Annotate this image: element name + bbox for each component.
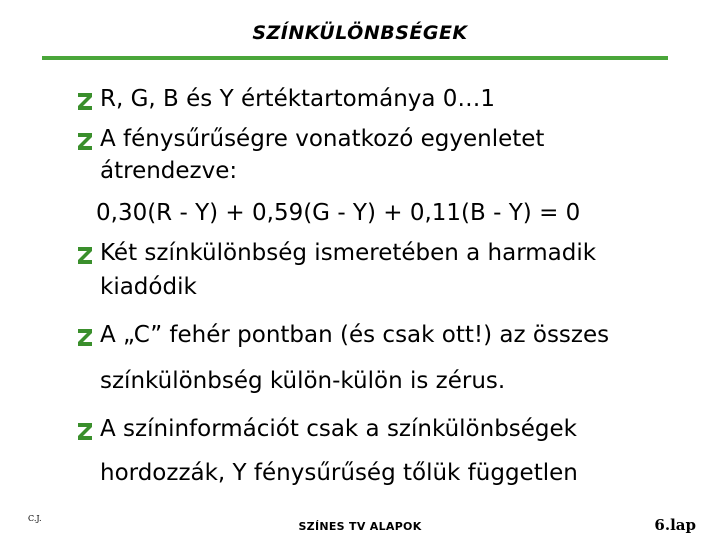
bullet-text: A fénysűrűségre vonatkozó egyenletet [100,126,545,152]
z-bullet-icon [76,130,94,152]
z-bullet-icon [76,420,94,442]
bullet-text: A „C” fehér pontban (és csak ott!) az összes [100,322,610,348]
title-underline [42,56,668,60]
footer-author: C.J. [28,514,42,523]
slide-title: SZÍNKÜLÖNBSÉGEK [252,22,468,44]
bullet-text: Két színkülönbség ismeretében a harmadik [100,240,597,266]
z-bullet-icon [76,326,94,348]
footer-page-number: 6.lap [654,516,696,534]
bullet-continuation: színkülönbség külön-külön is zérus. [100,368,506,394]
z-bullet-icon [76,90,94,112]
z-bullet-icon [76,244,94,266]
bullet-continuation: átrendezve: [100,158,238,184]
bullet-continuation: kiadódik [100,274,197,300]
equation: 0,30(R - Y) + 0,59(G - Y) + 0,11(B - Y) = 0 [96,200,581,226]
bullet-text: A színinformációt csak a színkülönbségek [100,416,578,442]
footer-course: SZÍNES TV ALAPOK [298,520,422,533]
bullet-text: R, G, B és Y értéktartománya 0…1 [100,86,496,112]
bullet-continuation: hordozzák, Y fénysűrűség tőlük független [100,460,578,486]
